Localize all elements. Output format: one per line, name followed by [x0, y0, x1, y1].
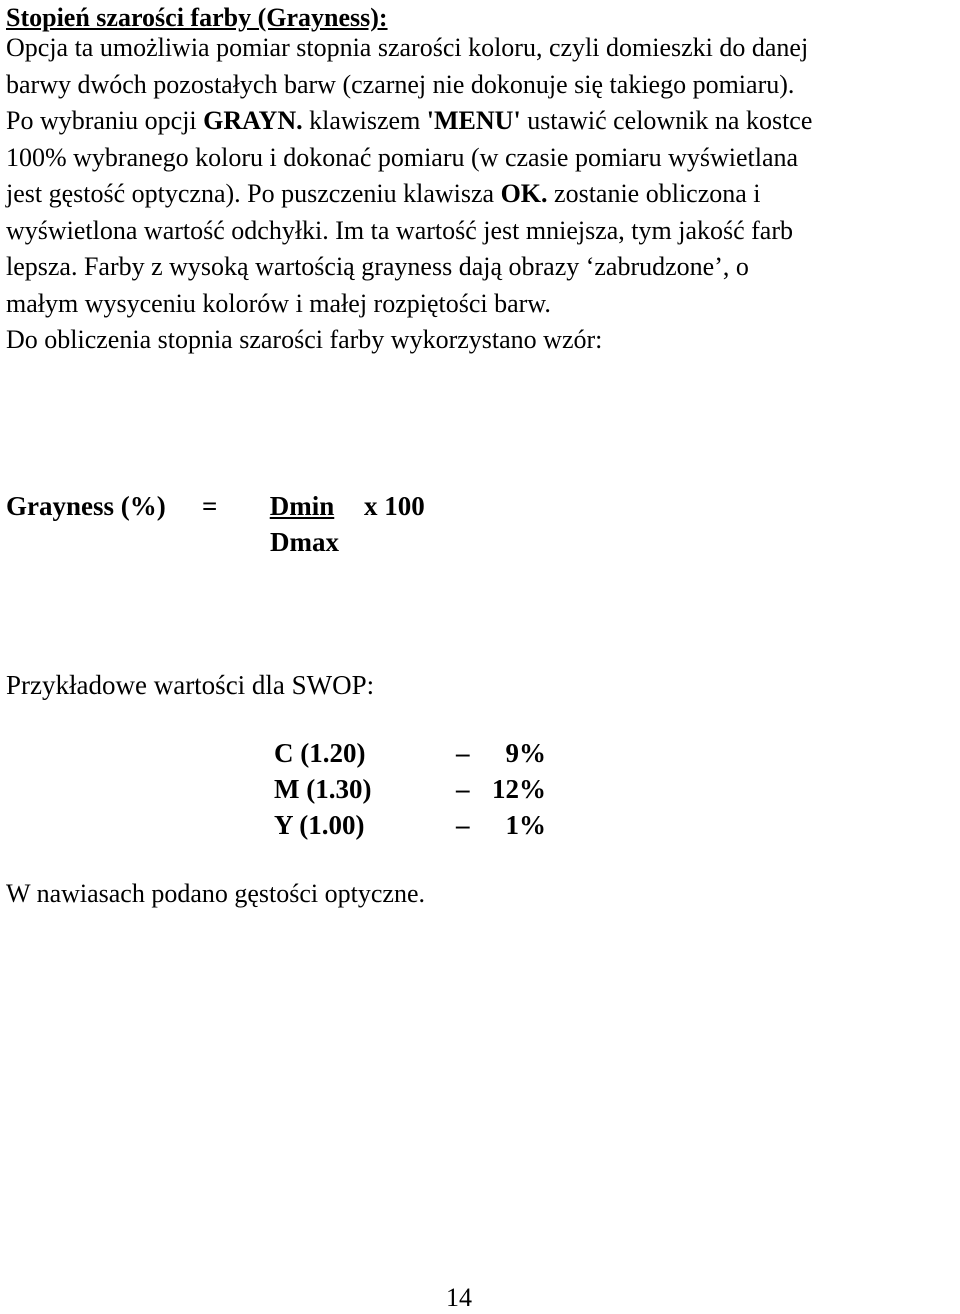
paragraph-line — [6, 103, 956, 140]
paragraph-text: ustawić celownik na kostce — [520, 106, 813, 135]
example-row — [274, 771, 574, 807]
example-value: 9% — [505, 738, 546, 768]
formula-multiplier: x 100 — [364, 491, 425, 521]
paragraph-text: Po wybraniu opcji — [6, 106, 204, 135]
section-heading-text: Stopień szarości farby (Grayness): — [6, 3, 388, 32]
paragraph-line: Opcja ta umożliwia pomiar stopnia szarości koloru, czyli domieszki do danej — [6, 33, 809, 62]
paragraph-line: lepsza. Farby z wysoką wartością grayness dają obrazy ‘zabrudzone’, o — [6, 252, 749, 281]
example-value: 12% — [492, 774, 546, 804]
optical-density-note: W nawiasach podano gęstości optyczne. — [6, 879, 425, 908]
paragraph-text: klawiszem — [302, 106, 427, 135]
ok-key-name: OK. — [500, 179, 548, 208]
example-value: 1% — [505, 810, 546, 840]
example-ink: M (1.30) — [274, 774, 372, 804]
page-number: 14 — [446, 1283, 472, 1312]
example-dash: – — [456, 774, 470, 804]
paragraph-text: zostanie obliczona i — [547, 179, 761, 208]
example-dash: – — [456, 810, 470, 840]
paragraph-line: 100% wybranego koloru i dokonać pomiaru (w czasie pomiaru wyświetlana — [6, 142, 799, 172]
paragraph-line: Do obliczenia stopnia szarości farby wykorzystano wzór: — [6, 325, 603, 354]
formula-label: Grayness (%) — [6, 491, 166, 521]
paragraph-line — [6, 176, 956, 213]
example-row — [274, 735, 574, 771]
formula-numerator: Dmin — [269, 491, 335, 521]
menu-key-name: 'MENU' — [426, 106, 521, 135]
paragraph-text: jest gęstość optyczna). Po puszczeniu klawisza — [6, 179, 501, 208]
description-paragraph — [6, 30, 956, 359]
formula-denominator: Dmax — [270, 527, 339, 557]
formula-equals: = — [202, 491, 218, 521]
paragraph-line: małym wysyceniu kolorów i małej rozpiętości barw. — [6, 288, 551, 318]
example-ink: C (1.20) — [274, 738, 366, 768]
paragraph-line: barwy dwóch pozostałych barw (czarnej nie dokonuje się takiego pomiaru). — [6, 69, 795, 99]
example-ink: Y (1.00) — [274, 810, 365, 840]
example-dash: – — [456, 738, 470, 768]
example-row — [274, 807, 574, 843]
examples-title: Przykładowe wartości dla SWOP: — [6, 670, 375, 700]
paragraph-line: wyświetlona wartość odchyłki. Im ta wartość jest mniejsza, tym jakość farb — [6, 215, 794, 245]
option-name-grayn: GRAYN. — [203, 106, 303, 135]
swop-examples-table — [274, 735, 574, 843]
